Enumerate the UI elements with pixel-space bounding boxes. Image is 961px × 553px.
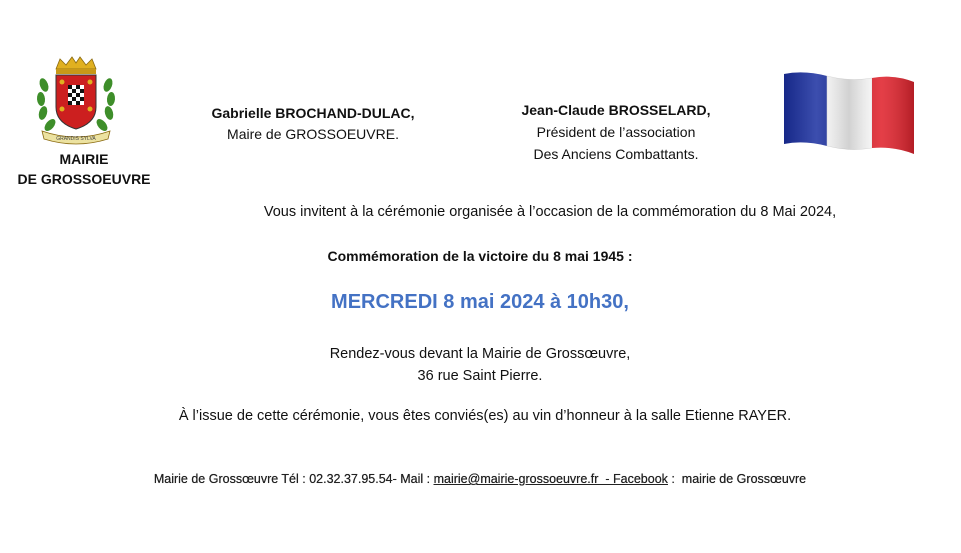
reception-notice: À l’issue de cette cérémonie, vous êtes conviés(es) au vin d’honneur à la salle Etienne RAYER. <box>178 408 792 424</box>
commemoration-heading: Commémoration de la victoire du 8 mai 1945 : <box>327 248 633 264</box>
ceremony-date: MERCREDI 8 mai 2024 à 10h30, <box>331 291 629 313</box>
maire-title: Maire de GROSSOEUVRE. <box>227 126 399 142</box>
footer-contact <box>40 472 920 486</box>
meeting-place-line-1: Rendez-vous devant la Mairie de Grossœuvre, <box>329 346 631 362</box>
invitation-intro: Vous invitent à la cérémonie organisée à l’occasion de la commémoration du 8 Mai 2024, <box>263 204 837 220</box>
meeting-place <box>180 343 780 387</box>
french-flag-icon <box>782 70 916 156</box>
president-title-line-2: Des Anciens Combattants. <box>533 146 699 162</box>
mairie-line-1: MAIRIE <box>59 151 109 167</box>
mairie-line-2: DE GROSSOEUVRE <box>17 171 151 187</box>
footer-prefix: Mairie de Grossœuvre Tél : 02.32.37.95.54- Mail : <box>153 472 434 486</box>
president-name: Jean-Claude BROSSELARD, <box>521 102 711 118</box>
meeting-place-line-2: 36 rue Saint Pierre. <box>417 368 543 384</box>
president-signature-block <box>505 99 727 165</box>
svg-text:GRANDIS SYLVA: GRANDIS SYLVA <box>56 136 96 142</box>
mairie-label <box>10 149 158 189</box>
maire-signature-block <box>200 103 426 145</box>
maire-name: Gabrielle BROCHAND-DULAC, <box>211 105 415 121</box>
email-link[interactable]: mairie@mairie-grossoeuvre.fr <box>433 472 599 486</box>
town-coat-of-arms-logo <box>34 55 118 147</box>
facebook-link[interactable]: - Facebook <box>598 472 668 486</box>
footer-suffix: : mairie de Grossœuvre <box>667 472 807 486</box>
president-title-line-1: Président de l’association <box>536 124 696 140</box>
